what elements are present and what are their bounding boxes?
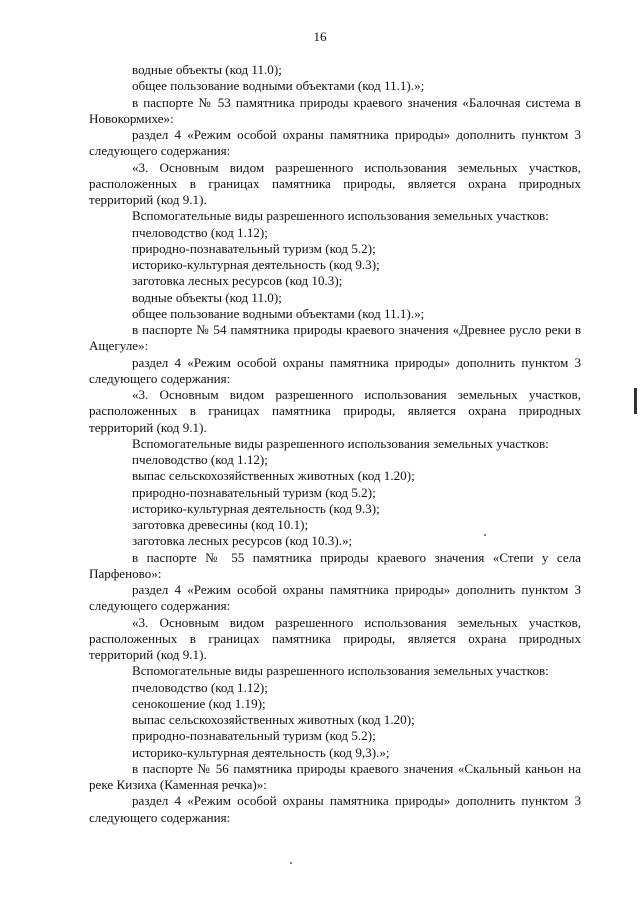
paragraph: раздел 4 «Режим особой охраны памятника природы» дополнить пунктом 3 следующего содержания: (89, 793, 581, 825)
paragraph: водные объекты (код 11.0); (132, 62, 282, 77)
paragraph: в паспорте № 55 памятника природы краевого значения «Степи у села Парфеново»: (89, 549, 581, 581)
paragraph: сенокошение (код 1.19); (132, 695, 266, 711)
paragraph: природно-познавательный туризм (код 5.2); (132, 484, 376, 500)
paragraph: историко-культурная деятельность (код 9,3).»; (132, 744, 390, 760)
scan-speck (290, 862, 292, 864)
paragraph: «3. Основным видом разрешенного использования земельных участков, расположенных в границах памятника природы, является охрана природных территорий (код 9.1). (89, 159, 581, 207)
paragraph: общее пользование водными объектами (код 11.1).»; (132, 78, 425, 94)
scan-edge-mark (634, 388, 637, 414)
paragraph: Вспомогательные виды разрешенного использования земельных участков: (132, 663, 549, 679)
paragraph: выпас сельскохозяйственных животных (код 1.20); (132, 712, 415, 727)
paragraph: природно-познавательный туризм (код 5.2); (132, 728, 376, 744)
paragraph: «3. Основным видом разрешенного использования земельных участков, расположенных в границах памятника природы, является охрана природных территорий (код 9.1). (89, 387, 581, 435)
paragraph: в паспорте № 56 памятника природы краевого значения «Скальный каньон на реке Кизиха (Каменная речка)»: (89, 760, 581, 792)
paragraph: Вспомогательные виды разрешенного использования земельных участков: (132, 435, 549, 451)
paragraph: историко-культурная деятельность (код 9.3); (132, 257, 380, 272)
paragraph: «3. Основным видом разрешенного использования земельных участков, расположенных в границах памятника природы, является охрана природных территорий (код 9.1). (89, 614, 581, 662)
paragraph: пчеловодство (код 1.12); (132, 224, 268, 240)
paragraph: заготовка лесных ресурсов (код 10.3).»; (132, 533, 353, 549)
paragraph: пчеловодство (код 1.12); (132, 679, 268, 695)
paragraph: заготовка лесных ресурсов (код 10.3); (132, 273, 343, 289)
paragraph: раздел 4 «Режим особой охраны памятника природы» дополнить пунктом 3 следующего содержания: (89, 354, 581, 386)
page-number: 16 (313, 29, 327, 44)
paragraph: водные объекты (код 11.0); (132, 289, 282, 305)
paragraph: раздел 4 «Режим особой охраны памятника природы» дополнить пунктом 3 следующего содержания: (89, 127, 581, 159)
paragraph: в паспорте № 53 памятника природы краевого значения «Балочная система в Новокормихе»: (89, 94, 581, 126)
paragraph: раздел 4 «Режим особой охраны памятника природы» дополнить пунктом 3 следующего содержания: (89, 582, 581, 614)
body-text (89, 62, 581, 826)
paragraph: общее пользование водными объектами (код 11.1).»; (132, 305, 425, 321)
paragraph: в паспорте № 54 памятника природы краевого значения «Древнее русло реки в Ащегуле»: (89, 322, 581, 354)
paragraph: пчеловодство (код 1.12); (132, 452, 268, 467)
paragraph: заготовка древесины (код 10.1); (132, 517, 309, 532)
paragraph: природно-познавательный туризм (код 5.2); (132, 240, 376, 256)
scan-speck (484, 534, 486, 536)
paragraph: Вспомогательные виды разрешенного использования земельных участков: (132, 208, 549, 224)
paragraph: выпас сельскохозяйственных животных (код 1.20); (132, 468, 415, 484)
paragraph: историко-культурная деятельность (код 9.3); (132, 500, 380, 516)
